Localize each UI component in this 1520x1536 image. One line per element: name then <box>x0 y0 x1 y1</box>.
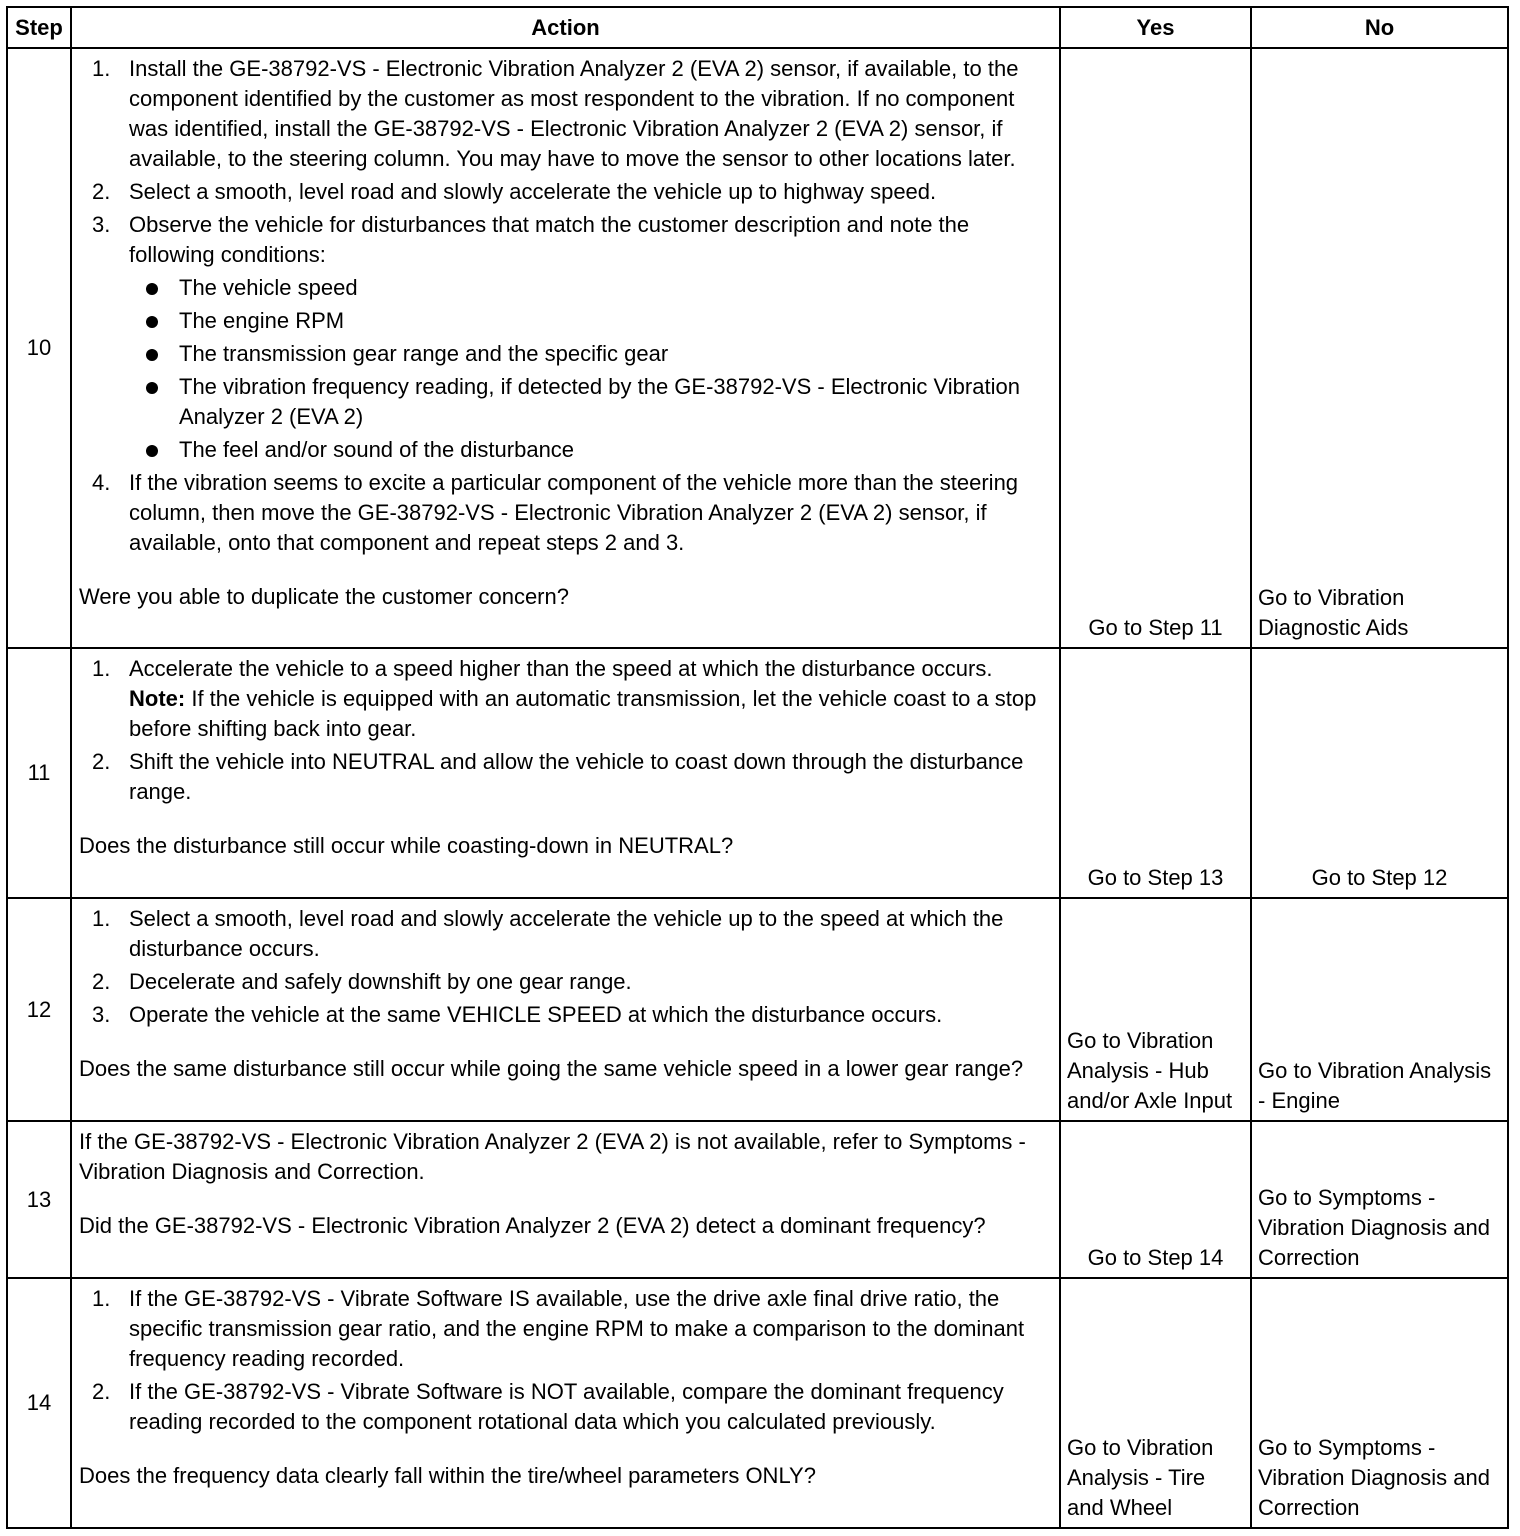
item-number: 3. <box>92 212 111 237</box>
list-item <box>79 54 1053 174</box>
item-text: Shift the vehicle into NEUTRAL and allow the vehicle to coast down through the disturbance range. <box>129 749 1024 804</box>
bullet-icon <box>146 382 158 394</box>
item-text: Accelerate the vehicle to a speed higher than the speed at which the disturbance occurs. <box>129 656 993 681</box>
action-cell <box>71 1121 1060 1278</box>
step-number: 10 <box>7 48 71 648</box>
yes-cell: Go to Vibration Analysis - Tire and Wheel <box>1060 1278 1251 1528</box>
item-text: If the vibration seems to excite a particular component of the vehicle more than the steering column, then move the GE-38792-VS - Electronic Vibration Analyzer 2 (EVA 2) sensor, if available, onto that component and repeat steps 2 and 3. <box>129 470 1019 555</box>
item-number: 2. <box>92 179 111 204</box>
table-row <box>7 1121 1508 1278</box>
bullet-item: The engine RPM <box>129 306 1053 336</box>
bullet-item: The vehicle speed <box>129 273 1053 303</box>
bullet-list <box>129 273 1053 465</box>
list-item <box>79 654 1053 744</box>
list-item <box>79 967 1053 997</box>
item-text: If the GE-38792-VS - Vibrate Software is NOT available, compare the dominant frequency reading recorded to the component rotational data which you calculated previously. <box>129 1379 1004 1434</box>
step-number: 14 <box>7 1278 71 1528</box>
bullet-icon <box>146 445 158 457</box>
table-row <box>7 648 1508 898</box>
action-cell <box>71 48 1060 648</box>
action-cell <box>71 648 1060 898</box>
question-text: Were you able to duplicate the customer concern? <box>79 584 569 609</box>
list-item <box>79 210 1053 465</box>
note-text: If the vehicle is equipped with an automatic transmission, let the vehicle coast to a stop before shifting back into gear. <box>129 686 1037 741</box>
item-number: 3. <box>92 1002 111 1027</box>
bullet-icon <box>146 316 158 328</box>
diagnostic-table <box>6 6 1509 1529</box>
yes-cell: Go to Step 14 <box>1060 1121 1251 1278</box>
item-text: Observe the vehicle for disturbances that match the customer description and note the following conditions: <box>129 212 970 267</box>
bullet-item: The vibration frequency reading, if detected by the GE-38792-VS - Electronic Vibration Analyzer 2 (EVA 2) <box>129 372 1053 432</box>
item-number: 1. <box>92 656 111 681</box>
list-item <box>79 904 1053 964</box>
header-action: Action <box>71 7 1060 48</box>
step-number: 12 <box>7 898 71 1121</box>
table-row <box>7 48 1508 648</box>
item-text: Select a smooth, level road and slowly accelerate the vehicle up to highway speed. <box>129 179 937 204</box>
list-item <box>79 747 1053 807</box>
list-item <box>79 1284 1053 1374</box>
list-item <box>79 177 1053 207</box>
bullet-item: The feel and/or sound of the disturbance <box>129 435 1053 465</box>
item-number: 1. <box>92 56 111 81</box>
yes-cell: Go to Vibration Analysis - Hub and/or Axle Input <box>1060 898 1251 1121</box>
step-number: 13 <box>7 1121 71 1278</box>
bullet-icon <box>146 349 158 361</box>
item-text: Decelerate and safely downshift by one gear range. <box>129 969 632 994</box>
note-label: Note: <box>129 686 186 711</box>
question-text: Does the same disturbance still occur while going the same vehicle speed in a lower gear range? <box>79 1056 1024 1081</box>
item-text: Select a smooth, level road and slowly accelerate the vehicle up to the speed at which the disturbance occurs. <box>129 906 1004 961</box>
item-text: Install the GE-38792-VS - Electronic Vibration Analyzer 2 (EVA 2) sensor, if available, to the component identified by the customer as most respondent to the vibration. If no component was identified, install the GE-38792-VS - Electronic Vibration Analyzer 2 (EVA 2) sensor, if available, to the steering column. You may have to move the sensor to other locations later. <box>129 56 1019 171</box>
question-text: Did the GE-38792-VS - Electronic Vibration Analyzer 2 (EVA 2) detect a dominant frequency? <box>79 1213 986 1238</box>
header-step: Step <box>7 7 71 48</box>
item-number: 2. <box>92 749 111 774</box>
item-number: 2. <box>92 1379 111 1404</box>
header-no: No <box>1251 7 1508 48</box>
question-text: Does the frequency data clearly fall within the tire/wheel parameters ONLY? <box>79 1463 816 1488</box>
list-item <box>79 1000 1053 1030</box>
list-item <box>79 468 1053 558</box>
yes-cell: Go to Step 11 <box>1060 48 1251 648</box>
item-number: 1. <box>92 1286 111 1311</box>
yes-cell: Go to Step 13 <box>1060 648 1251 898</box>
item-number: 1. <box>92 906 111 931</box>
no-cell: Go to Step 12 <box>1251 648 1508 898</box>
table-row <box>7 1278 1508 1528</box>
bullet-icon <box>146 283 158 295</box>
no-cell: Go to Symptoms - Vibration Diagnosis and Correction <box>1251 1278 1508 1528</box>
item-text: If the GE-38792-VS - Vibrate Software IS available, use the drive axle final drive ratio, the specific transmission gear ratio, and the engine RPM to make a comparison to the dominant frequency reading recorded. <box>129 1286 1025 1371</box>
item-number: 2. <box>92 969 111 994</box>
action-cell <box>71 898 1060 1121</box>
step-number: 11 <box>7 648 71 898</box>
item-number: 4. <box>92 470 111 495</box>
header-yes: Yes <box>1060 7 1251 48</box>
item-text: Operate the vehicle at the same VEHICLE SPEED at which the disturbance occurs. <box>129 1002 943 1027</box>
action-cell <box>71 1278 1060 1528</box>
no-cell: Go to Vibration Analysis - Engine <box>1251 898 1508 1121</box>
note <box>129 684 1053 744</box>
table-row <box>7 898 1508 1121</box>
list-item <box>79 1377 1053 1437</box>
intro-text: If the GE-38792-VS - Electronic Vibration Analyzer 2 (EVA 2) is not available, refer to Symptoms - Vibration Diagnosis and Correction. <box>79 1129 1026 1184</box>
no-cell: Go to Symptoms - Vibration Diagnosis and Correction <box>1251 1121 1508 1278</box>
no-cell: Go to Vibration Diagnostic Aids <box>1251 48 1508 648</box>
bullet-item: The transmission gear range and the specific gear <box>129 339 1053 369</box>
question-text: Does the disturbance still occur while coasting-down in NEUTRAL? <box>79 833 734 858</box>
header-row <box>7 7 1508 48</box>
